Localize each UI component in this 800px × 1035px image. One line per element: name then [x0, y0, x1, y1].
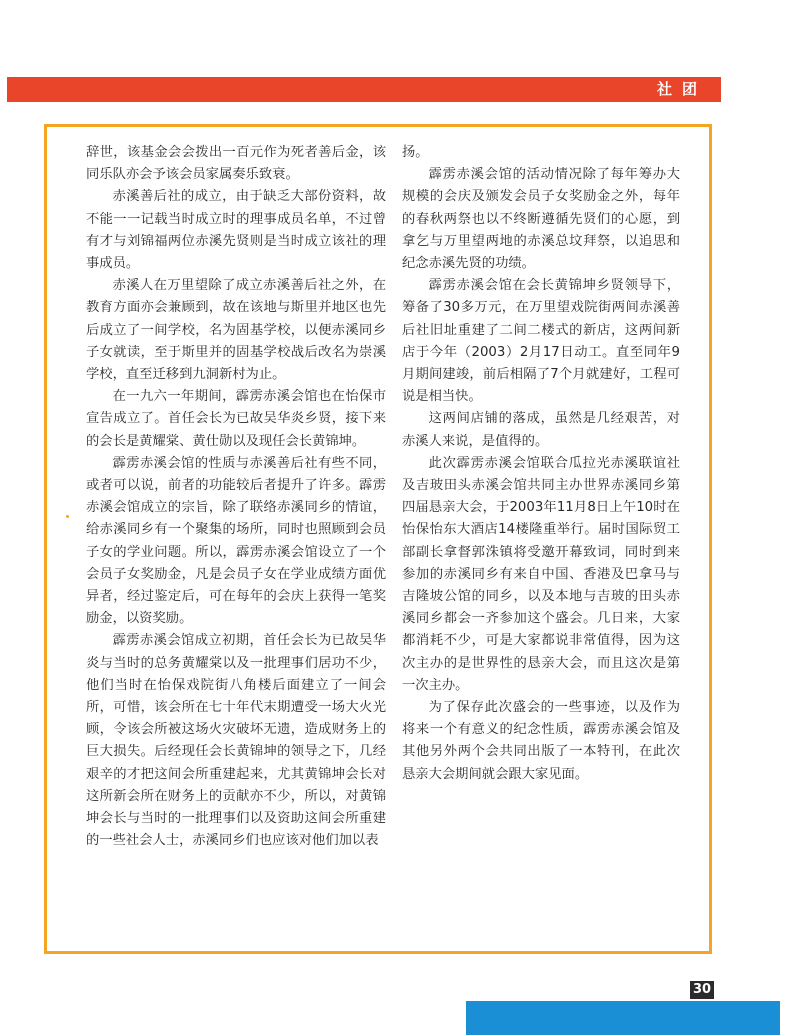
paragraph: 霹雳赤溪会馆的活动情况除了每年筹办大规模的会庆及颁发会员子女奖励金之外，每年的春秋两祭也以不终断遵循先贤们的心愿，到拿乞与万里望两地的赤溪总坟拜祭，以追思和纪念赤溪先贤的功绩。 [402, 167, 680, 272]
paragraph: 赤溪善后社的成立，由于缺乏大部份资料，故不能一一记载当时成立时的理事成员名单，不过曾有才与刘锦福两位赤溪先贤则是当时成立该社的理事成员。 [86, 189, 386, 272]
paragraph: 辞世，该基金会会拨出一百元作为死者善后金，该同乐队亦会予该会员家属奏乐致衰。 [86, 145, 386, 183]
paragraph: 赤溪人在万里望除了成立赤溪善后社之外，在教育方面亦会兼顾到，故在该地与斯里并地区也先后成立了一间学校，名为固基学校，以便赤溪同乡子女就读，至于斯里并的固基学校战后改名为崇溪学校，直至迁移到九洞新村为止。 [86, 278, 386, 383]
paragraph: 霹雳赤溪会馆成立初期，首任会长为已故吴华炎与当时的总务黄耀棠以及一批理事们居功不少，他们当时在怡保戏院街八角楼后面建立了一间会所，可惜，该会所在七十年代末期遭受一场大火光顾，令该会所被这场火灾破坏无遗，造成财务上的巨大损失。后经现任会长黄锦坤的领导之下，几经艰辛的才把这间会所重建起来，尤其黄锦坤会长对这所新会所在财务上的贡献亦不少，所以，对黄锦坤会长与当时的一批理事们以及资助这间会所重建的一些社会人士，赤溪同乡们也应该对他们加以表 [86, 633, 386, 849]
paragraph: 为了保存此次盛会的一些事迹，以及作为将来一个有意义的纪念性质，霹雳赤溪会馆及其他另外两个会共同出版了一本特刊，在此次恳亲大会期间就会跟大家见面。 [402, 700, 680, 782]
paragraph: 霹雳赤溪会馆的性质与赤溪善后社有些不同，或者可以说，前者的功能较后者提升了许多。霹雳赤溪会馆成立的宗旨，除了联络赤溪同乡的情谊，给赤溪同乡有一个聚集的场所，同时也照顾到会员子女的学业问题。所以，霹雳赤溪会馆设立了一个会员子女奖励金，凡是会员子女在学业成绩方面优异者，经过鉴定后，可在每年的会庆上获得一笔奖励金，以资奖励。 [86, 455, 386, 627]
right-column [402, 142, 680, 786]
section-title: 社团 [656, 80, 707, 98]
paragraph: 霹雳赤溪会馆在会长黄锦坤乡贤领导下，筹备了30多万元，在万里望戏院街两间赤溪善后社旧址重建了二间二楼式的新店，这两间新店于今年（2003）2月17日动工。直至同年9月期间建竣，前后相隔了7个月就建好，工程可说是相当快。 [402, 278, 680, 405]
left-column [86, 142, 386, 853]
paragraph: 扬。 [402, 145, 429, 160]
footer-bar [466, 1001, 780, 1035]
paragraph: 在一九六一年期间，霹雳赤溪会馆也在怡保市宣告成立了。首任会长为已故吴华炎乡贤，接下来的会长是黄耀棠、黄仕勋以及现任会长黄锦坤。 [86, 389, 386, 449]
page-number: 30 [690, 981, 714, 999]
paragraph: 此次霹雳赤溪会馆联合瓜拉光赤溪联谊社及吉玻田头赤溪会馆共同主办世界赤溪同乡第四届恳亲大会，于2003年11月8日上午10时在怡保怡东大酒店14楼隆重举行。届时国际贸工部副长拿督郭洙镇将受邀开幕致词，同时到来参加的赤溪同乡有来自中国、香港及巴拿马与吉隆坡公馆的同乡，以及本地与吉玻的田头赤溪同乡都会一齐参加这个盛会。几日来，大家都消耗不少，可是大家都说非常值得，因为这次主办的是世界性的恳亲大会，而且这次是第一次主办。 [402, 455, 680, 693]
decorative-dot [66, 515, 69, 518]
paragraph: 这两间店铺的落成，虽然是几经艰苦，对赤溪人来说，是值得的。 [402, 411, 680, 449]
section-header-bar [7, 77, 721, 102]
